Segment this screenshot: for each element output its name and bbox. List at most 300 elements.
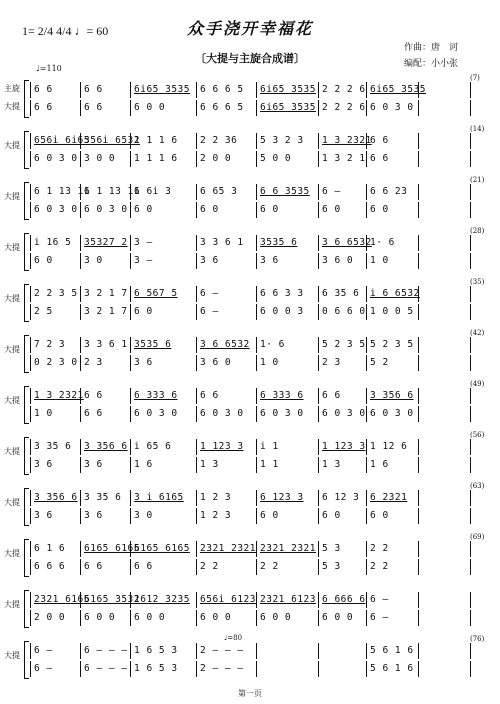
- barline: [418, 406, 419, 422]
- bass-row: [30, 610, 470, 626]
- barline: [30, 355, 31, 371]
- score-system: [0, 176, 500, 220]
- measure-number: (35): [470, 278, 485, 286]
- barline: [318, 508, 319, 524]
- measure-notes: 1 0: [34, 408, 53, 419]
- measure-notes: 1 3 2321: [322, 135, 372, 146]
- barline: [366, 559, 367, 575]
- measure-notes: 6 0 0: [134, 612, 166, 623]
- barline: [366, 406, 367, 422]
- measure-notes: 6 6 23: [370, 186, 408, 197]
- barline: [470, 541, 471, 557]
- measure-notes: 6 1 13 11: [34, 186, 90, 197]
- score-system: [0, 533, 500, 577]
- instrument-label: 大提: [4, 102, 20, 111]
- barline: [256, 304, 257, 320]
- measure-notes: 6 35 6: [322, 288, 360, 299]
- barline: [256, 508, 257, 524]
- measure-notes: 1 2 3: [200, 492, 232, 503]
- system-brace: [24, 233, 29, 271]
- barline: [256, 82, 257, 98]
- barline: [470, 490, 471, 506]
- measure-notes: 6 0: [134, 204, 153, 215]
- score-title: 众手浇开幸福花: [186, 19, 313, 38]
- barline: [80, 508, 81, 524]
- measure-notes: 3535 6: [260, 237, 298, 248]
- measure-notes: 3 0: [134, 510, 153, 521]
- barline: [30, 559, 31, 575]
- measure-notes: 6 –: [370, 612, 389, 623]
- barline: [366, 490, 367, 506]
- measure-notes: 2 2: [200, 561, 219, 572]
- barline: [318, 592, 319, 608]
- measure-notes: 3 2 1 7: [84, 288, 128, 299]
- barline: [418, 253, 419, 269]
- barline: [80, 286, 81, 302]
- barline: [418, 490, 419, 506]
- barline: [256, 559, 257, 575]
- system-brace: [24, 437, 29, 475]
- barline: [318, 82, 319, 98]
- barline: [418, 304, 419, 320]
- barline: [130, 151, 131, 167]
- barline: [30, 337, 31, 353]
- measure-notes: 6i65 3535: [260, 84, 316, 95]
- barline: [366, 541, 367, 557]
- barline: [130, 388, 131, 404]
- measure-notes: 5 0 0: [260, 153, 292, 164]
- measure-notes: 1 0: [260, 357, 279, 368]
- barline: [256, 490, 257, 506]
- system-brace: [24, 488, 29, 526]
- measure-notes: 3 6 6532: [322, 237, 372, 248]
- barline: [318, 439, 319, 455]
- barline: [30, 643, 31, 659]
- measure-notes: 1 123 3: [200, 441, 244, 452]
- tempo-marking: ♩= 60: [74, 24, 109, 38]
- measure-notes: 1 3 2 1: [322, 153, 366, 164]
- measure-notes: 5 3 2 3: [260, 135, 304, 146]
- measure-notes: 1 6: [134, 459, 153, 470]
- measure-notes: 6 6: [84, 84, 103, 95]
- barline: [80, 559, 81, 575]
- measure-notes: 2 – – –: [200, 645, 244, 656]
- measure-notes: 3 6: [134, 357, 153, 368]
- barline: [80, 337, 81, 353]
- measure-notes: 2 3: [322, 357, 341, 368]
- barline: [130, 82, 131, 98]
- measure-notes: 6 0 3 0: [370, 408, 414, 419]
- barline: [470, 151, 471, 167]
- barline: [470, 610, 471, 626]
- measure-notes: 6 6: [370, 135, 389, 146]
- barline: [318, 406, 319, 422]
- measure-notes: 2 2 2 6: [322, 84, 366, 95]
- barline: [418, 439, 419, 455]
- measure-notes: 6 333 6: [134, 390, 178, 401]
- bass-row: [30, 508, 470, 524]
- measure-notes: 6 0 3 0: [134, 408, 178, 419]
- bass-row: [30, 559, 470, 575]
- barline: [318, 286, 319, 302]
- barline: [130, 661, 131, 677]
- barline: [470, 235, 471, 251]
- barline: [256, 610, 257, 626]
- measure-notes: 3 35 6: [34, 441, 72, 452]
- measure-notes: 6165 6165: [84, 543, 140, 554]
- measure-notes: 2 2 36: [200, 135, 238, 146]
- measure-notes: 6 6: [84, 390, 103, 401]
- instrument-label: 大提: [4, 651, 20, 660]
- measure-notes: 6 333 6: [260, 390, 304, 401]
- barline: [366, 304, 367, 320]
- barline: [418, 133, 419, 149]
- barline: [366, 643, 367, 659]
- barline: [318, 304, 319, 320]
- barline: [470, 337, 471, 353]
- measure-notes: 6 12 3: [322, 492, 360, 503]
- measure-notes: 5 3: [322, 561, 341, 572]
- key-signature: 1=: [22, 24, 35, 38]
- measure-notes: 5 2 3 5: [370, 339, 414, 350]
- barline: [30, 202, 31, 218]
- measure-notes: 6 0: [322, 510, 341, 521]
- system-brace: [24, 284, 29, 322]
- measure-notes: 3 356 6: [34, 492, 78, 503]
- measure-notes: 6 0: [260, 510, 279, 521]
- barline: [196, 643, 197, 659]
- measure-notes: 6 6: [34, 102, 53, 113]
- measure-number: (28): [470, 227, 485, 235]
- bass-row: [30, 661, 470, 677]
- measure-notes: 3 3 6 1: [84, 339, 128, 350]
- measure-notes: 3 35 6: [84, 492, 122, 503]
- barline: [256, 184, 257, 200]
- measure-notes: 6 0 0: [260, 612, 292, 623]
- measure-notes: 6 0 3 0: [84, 204, 128, 215]
- barline: [130, 235, 131, 251]
- melody-row: [30, 439, 470, 455]
- measure-notes: 3 –: [134, 255, 153, 266]
- barline: [470, 253, 471, 269]
- measure-notes: 6 0 3 0: [200, 408, 244, 419]
- measure-notes: 6 –: [34, 663, 53, 674]
- barline: [318, 490, 319, 506]
- measure-notes: 2321 6165: [34, 594, 90, 605]
- barline: [366, 202, 367, 218]
- barline: [196, 610, 197, 626]
- barline: [318, 388, 319, 404]
- barline: [30, 253, 31, 269]
- barline: [196, 439, 197, 455]
- bass-row: [30, 202, 470, 218]
- barline: [418, 643, 419, 659]
- barline: [256, 643, 257, 659]
- measure-notes: 3 6: [34, 459, 53, 470]
- measure-notes: 0 6 6 0: [322, 306, 366, 317]
- measure-notes: 3 6: [200, 255, 219, 266]
- measure-notes: 3 6 0: [322, 255, 354, 266]
- bass-row: [30, 355, 470, 371]
- measure-notes: 6165 3532: [84, 594, 140, 605]
- measure-notes: i 6 6532: [370, 288, 420, 299]
- measure-notes: 1 0: [370, 255, 389, 266]
- measure-notes: 2 2: [260, 561, 279, 572]
- measure-notes: 6 – – –: [84, 645, 128, 656]
- barline: [318, 355, 319, 371]
- barline: [470, 643, 471, 659]
- measure-notes: 6 0 0: [322, 612, 354, 623]
- instrument-label: 大提: [4, 600, 20, 609]
- barline: [80, 439, 81, 455]
- melody-row: [30, 184, 470, 200]
- barline: [366, 82, 367, 98]
- measure-notes: 6 6: [370, 153, 389, 164]
- system-brace: [24, 539, 29, 577]
- instrument-label: 大提: [4, 192, 20, 201]
- measure-number: (56): [470, 431, 485, 439]
- measure-notes: 6 0 0: [84, 612, 116, 623]
- measure-notes: 3 2 1 7: [84, 306, 128, 317]
- measure-notes: 6 1 6: [34, 543, 66, 554]
- barline: [318, 559, 319, 575]
- system-brace: [24, 182, 29, 220]
- barline: [196, 151, 197, 167]
- barline: [30, 439, 31, 455]
- barline: [196, 508, 197, 524]
- barline: [30, 133, 31, 149]
- measure-number: (63): [470, 482, 485, 490]
- barline: [318, 643, 319, 659]
- barline: [30, 508, 31, 524]
- barline: [256, 457, 257, 473]
- barline: [80, 610, 81, 626]
- barline: [196, 100, 197, 116]
- score-system: [0, 278, 500, 322]
- barline: [418, 541, 419, 557]
- melody-row: [30, 490, 470, 506]
- measure-notes: 6 0: [200, 204, 219, 215]
- barline: [470, 286, 471, 302]
- barline: [30, 610, 31, 626]
- barline: [80, 490, 81, 506]
- barline: [196, 202, 197, 218]
- measure-notes: i 1: [260, 441, 279, 452]
- barline: [318, 337, 319, 353]
- measure-notes: 6 0 3 0: [34, 204, 78, 215]
- barline: [80, 202, 81, 218]
- measure-notes: 6 –: [200, 288, 219, 299]
- barline: [130, 508, 131, 524]
- measure-notes: 3 6: [34, 510, 53, 521]
- bass-row: [30, 151, 470, 167]
- barline: [418, 457, 419, 473]
- composer: 作曲：唐 诃: [404, 43, 459, 53]
- barline: [80, 355, 81, 371]
- measure-notes: 3535 6: [134, 339, 172, 350]
- barline: [470, 406, 471, 422]
- system-brace: [24, 386, 29, 424]
- score-system: [0, 431, 500, 475]
- measure-notes: 3 0: [84, 255, 103, 266]
- score-system: [0, 74, 500, 118]
- barline: [130, 286, 131, 302]
- barline: [196, 457, 197, 473]
- barline: [366, 508, 367, 524]
- score-system: [0, 584, 500, 628]
- barline: [366, 100, 367, 116]
- barline: [80, 457, 81, 473]
- score-system: [0, 380, 500, 424]
- measure-notes: 6 6i 3: [134, 186, 172, 197]
- barline: [366, 439, 367, 455]
- measure-notes: 0 2 3 0: [34, 357, 78, 368]
- measure-notes: 2321 6123: [260, 594, 316, 605]
- barline: [30, 82, 31, 98]
- measure-notes: 6 0: [370, 204, 389, 215]
- system-brace: [24, 80, 29, 118]
- score-system: [0, 482, 500, 526]
- score-system: [0, 635, 500, 679]
- measure-number: (42): [470, 329, 485, 337]
- barline: [196, 133, 197, 149]
- credits: [404, 40, 458, 72]
- barline: [196, 490, 197, 506]
- barline: [196, 235, 197, 251]
- barline: [30, 661, 31, 677]
- arranger: 编配：小小张: [404, 59, 459, 69]
- barline: [30, 286, 31, 302]
- measure-notes: 1 6: [370, 459, 389, 470]
- measure-notes: 3 6: [84, 459, 103, 470]
- barline: [418, 508, 419, 524]
- barline: [130, 253, 131, 269]
- measure-notes: 6 0 3 0: [370, 102, 414, 113]
- barline: [418, 661, 419, 677]
- barline: [80, 661, 81, 677]
- barline: [256, 253, 257, 269]
- measure-notes: 6 6: [134, 561, 153, 572]
- barline: [130, 202, 131, 218]
- barline: [80, 406, 81, 422]
- instrument-label: 大提: [4, 243, 20, 252]
- barline: [30, 541, 31, 557]
- measure-notes: 6 0 3 0: [322, 408, 366, 419]
- barline: [418, 235, 419, 251]
- barline: [130, 304, 131, 320]
- measure-notes: 2 3: [84, 357, 103, 368]
- barline: [80, 643, 81, 659]
- measure-notes: 6i65 3535: [134, 84, 190, 95]
- measure-notes: 6 6 6 5: [200, 84, 244, 95]
- barline: [130, 337, 131, 353]
- barline: [196, 661, 197, 677]
- barline: [366, 592, 367, 608]
- measure-number: (69): [470, 533, 485, 541]
- instrument-label: 大提: [4, 294, 20, 303]
- measure-notes: 3 356 6: [84, 441, 128, 452]
- measure-notes: 6 6 6 5: [200, 102, 244, 113]
- barline: [130, 643, 131, 659]
- barline: [30, 100, 31, 116]
- measure-number: (76): [470, 635, 485, 643]
- barline: [196, 253, 197, 269]
- bass-row: [30, 253, 470, 269]
- bass-row: [30, 406, 470, 422]
- barline: [470, 304, 471, 320]
- barline: [30, 235, 31, 251]
- barline: [80, 541, 81, 557]
- barline: [196, 337, 197, 353]
- barline: [256, 406, 257, 422]
- barline: [256, 202, 257, 218]
- instrument-label: 主旋: [4, 84, 20, 93]
- barline: [470, 100, 471, 116]
- barline: [256, 100, 257, 116]
- barline: [196, 541, 197, 557]
- page-footer: 第一页: [238, 689, 262, 698]
- measure-notes: 35327 2: [84, 237, 128, 248]
- measure-notes: 6165 6165: [134, 543, 190, 554]
- measure-notes: 1 123 3: [322, 441, 366, 452]
- measure-notes: 1 0 0 5: [370, 306, 414, 317]
- barline: [256, 661, 257, 677]
- measure-notes: 6 –: [322, 186, 341, 197]
- measure-notes: 2 5: [34, 306, 53, 317]
- measure-notes: 6 0 0: [200, 612, 232, 623]
- measure-notes: 6 0: [370, 510, 389, 521]
- instrument-label: 大提: [4, 549, 20, 558]
- barline: [418, 592, 419, 608]
- system-brace: [24, 641, 29, 679]
- barline: [196, 184, 197, 200]
- barline: [366, 253, 367, 269]
- measure-notes: 1· 6: [370, 237, 395, 248]
- measure-notes: 3 –: [134, 237, 153, 248]
- barline: [418, 610, 419, 626]
- measure-notes: 3 i 6165: [134, 492, 184, 503]
- melody-row: [30, 235, 470, 251]
- measure-notes: 1612 3235: [134, 594, 190, 605]
- measure-notes: 2 – – –: [200, 663, 244, 674]
- barline: [130, 355, 131, 371]
- measure-notes: 2 2: [370, 543, 389, 554]
- measure-notes: 6 666 6: [322, 594, 366, 605]
- barline: [318, 541, 319, 557]
- measure-number: (7): [470, 74, 480, 82]
- barline: [256, 133, 257, 149]
- measure-notes: 6 0: [322, 204, 341, 215]
- barline: [256, 337, 257, 353]
- barline: [256, 151, 257, 167]
- measure-notes: 1· 6: [260, 339, 285, 350]
- measure-notes: 6 6: [84, 561, 103, 572]
- barline: [30, 151, 31, 167]
- barline: [130, 100, 131, 116]
- barline: [470, 661, 471, 677]
- barline: [256, 388, 257, 404]
- measure-notes: 5 6 1 6: [370, 645, 414, 656]
- barline: [366, 610, 367, 626]
- barline: [366, 286, 367, 302]
- measure-notes: 1 1 1 6: [134, 153, 178, 164]
- measure-notes: i 16 5: [34, 237, 72, 248]
- start-tempo: ♩=110: [36, 64, 62, 73]
- barline: [318, 151, 319, 167]
- measure-notes: 6i65 3535: [370, 84, 426, 95]
- barline: [470, 82, 471, 98]
- measure-notes: 6 0: [134, 306, 153, 317]
